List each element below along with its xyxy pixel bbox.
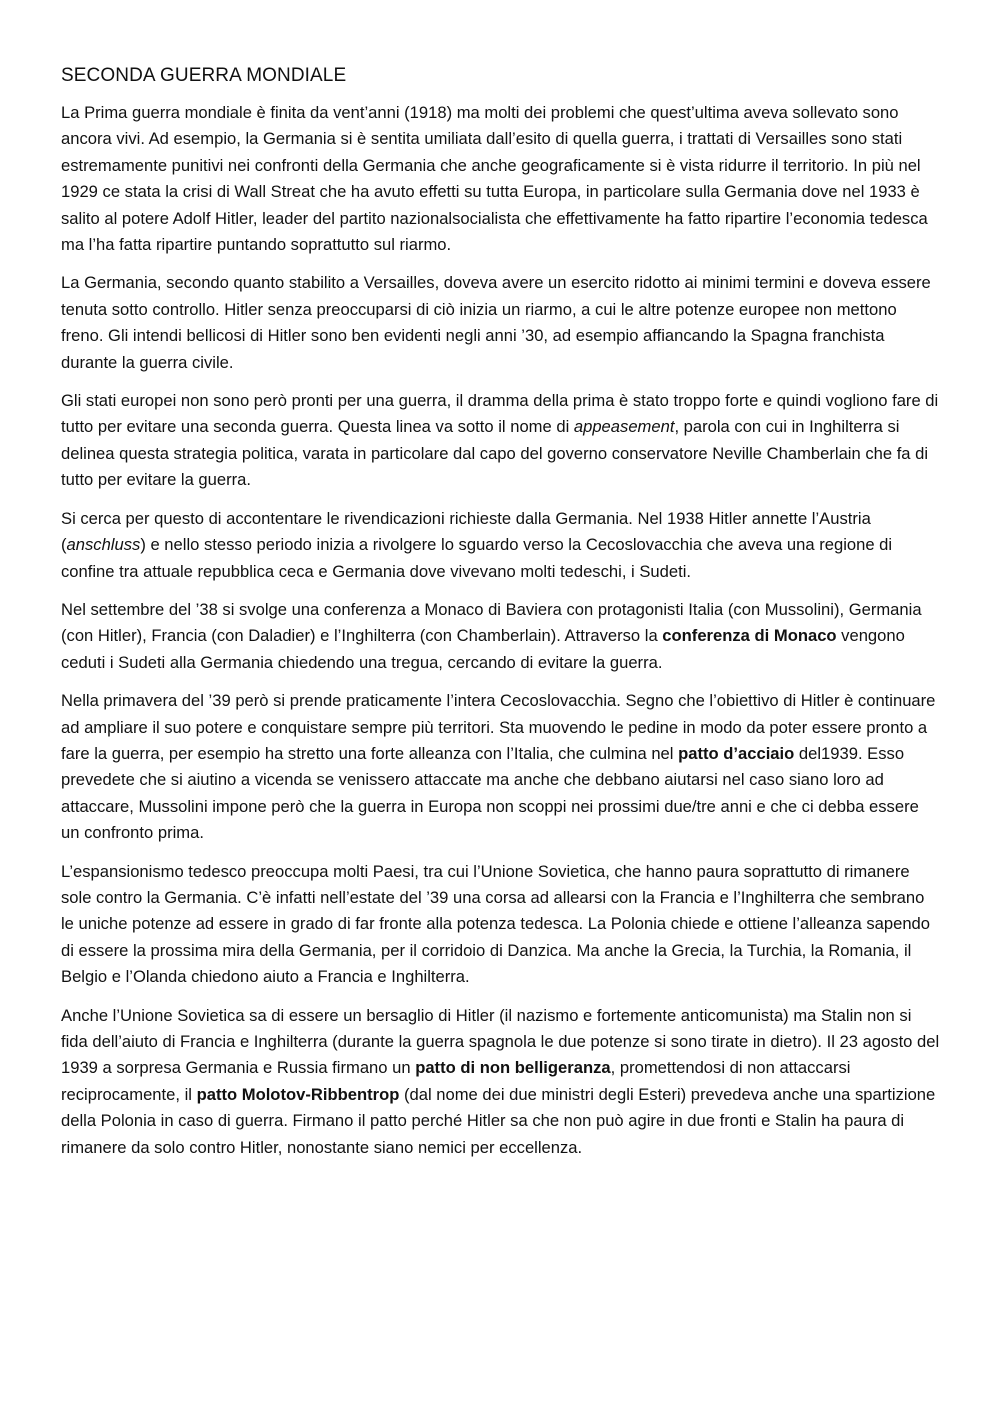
- paragraph: [61, 1003, 940, 1161]
- italic-term: anschluss: [66, 535, 141, 555]
- paragraph: [61, 270, 940, 376]
- text-run: Nel settembre del ’38 si svolge una conferenza a Monaco di Baviera con protagonisti Italia (con Mussolini), Germania (con Hitler), Francia (con Daladier) e l’Inghilterra (con Chamberlain). Attraverso la: [61, 599, 922, 646]
- paragraph: [61, 688, 940, 846]
- text-run: La Germania, secondo quanto stabilito a Versailles, doveva avere un esercito ridotto ai minimi termini e doveva essere tenuta sotto controllo. Hitler senza preoccuparsi di ciò inizia un riarmo, a cui le altre potenze europee non mettono freno. Gli intendi bellicosi di Hitler sono ben evidenti negli anni ’30, ad esempio affiancando la Spagna franchista durante la guerra civile.: [61, 273, 931, 372]
- paragraph: [61, 100, 940, 258]
- bold-term: conferenza di Monaco: [662, 626, 837, 646]
- text-run: L’espansionismo tedesco preoccupa molti Paesi, tra cui l’Unione Sovietica, che hanno paura soprattutto di rimanere sole contro la Germania. C’è infatti nell’estate del ’39 una corsa ad allearsi con la Francia e l’Inghilterra che sembrano le uniche potenze ad essere in grado di far fronte alla potenza tedesca. La Polonia chiede e ottiene l’alleanza sapendo di essere la prossima mira della Germania, per il corridoio di Danzica. Ma anche la Grecia, la Turchia, la Romania, il Belgio e l’Olanda chiedono aiuto a Francia e Inghilterra.: [61, 861, 931, 987]
- text-run: del1939. Esso prevedete che si aiutino a vicenda se venissero attaccate ma anche che debbano aiutarsi nel caso siano loro ad attaccare, Mussolini impone però che la guerra in Europa non scoppi nei prossimi due/tre anni e che ci debba essere un confronto prima.: [61, 743, 919, 843]
- bold-term: patto di non belligeranza: [415, 1058, 611, 1078]
- paragraph: [61, 597, 940, 676]
- text-run: Anche l’Unione Sovietica sa di essere un bersaglio di Hitler (il nazismo e fortemente anticomunista) ma Stalin non si fida dell’aiuto di Francia e Inghilterra (durante la guerra spagnola le due potenze si sono tirate in dietro). Il 23 agosto del 1939 a sorpresa Germania e Russia firmano un: [61, 1005, 940, 1078]
- text-run: (dal nome dei due ministri degli Esteri) prevedeva anche una spartizione della Polonia in caso di guerra. Firmano il patto perché Hitler sa che non può agire in due fronti e Stalin ha paura di rimanere da solo contro Hitler, nonostante siano nemici per eccellenza.: [61, 1084, 936, 1157]
- text-run: La Prima guerra mondiale è finita da vent’anni (1918) ma molti dei problemi che quest’ultima aveva sollevato sono ancora vivi. Ad esempio, la Germania si è sentita umiliata dall’esito di quella guerra, i trattati di Versailles sono stati estremamente punitivi nei confronti della Germania che anche geograficamente si è vista ridurre il territorio. In più nel 1929 ce stata la crisi di Wall Streat che ha avuto effetti su tutta Europa, in particolare sulla Germania dove nel 1933 è salito al potere Adolf Hitler, leader del partito nazionalsocialista che effettivamente ha fatto ripartire l’economia tedesca ma l’ha fatta ripartire puntando soprattutto sul riarmo.: [61, 103, 928, 255]
- text-run: , promettendosi di non attaccarsi reciprocamente, il: [61, 1058, 851, 1104]
- text-run: Si cerca per questo di accontentare le rivendicazioni richieste dalla Germania. Nel 1938 Hitler annette l’Austria (: [61, 508, 871, 555]
- text-run: vengono ceduti i Sudeti alla Germania chiedendo una tregua, cercando di evitare la guerra.: [61, 626, 905, 672]
- paragraph: [61, 388, 940, 494]
- text-run: ) e nello stesso periodo inizia a rivolgere lo sguardo verso la Cecoslovacchia che aveva una regione di confine tra attuale repubblica ceca e Germania dove vivevano molti tedeschi, i Sudeti.: [61, 535, 893, 581]
- text-run: Gli stati europei non sono però pronti per una guerra, il dramma della prima è stato troppo forte e quindi vogliono fare di tutto per evitare una seconda guerra. Questa linea va sotto il nome di: [61, 391, 939, 437]
- bold-term: patto Molotov-Ribbentrop: [196, 1084, 400, 1104]
- text-run: Nella primavera del ’39 però si prende praticamente l’intera Cecoslovacchia. Segno che l’obiettivo di Hitler è continuare ad ampliare il suo potere e conquistare sempre più territori. Sta muovendo le pedine in modo da poter essere pronto a fare la guerra, per esempio ha stretto una forte alleanza con l’Italia, che culmina nel: [61, 691, 936, 763]
- paragraph: [61, 859, 940, 991]
- paragraph: [61, 506, 940, 585]
- italic-term: appeasement: [573, 417, 675, 437]
- document-body: [61, 100, 940, 1161]
- bold-term: patto d’acciaio: [678, 743, 795, 763]
- page-title: SECONDA GUERRA MONDIALE: [61, 65, 347, 86]
- text-run: , parola con cui in Inghilterra si delinea questa strategia politica, varata in particolare dal capo del governo conservatore Neville Chamberlain che fa di tutto per evitare la guerra.: [61, 417, 929, 490]
